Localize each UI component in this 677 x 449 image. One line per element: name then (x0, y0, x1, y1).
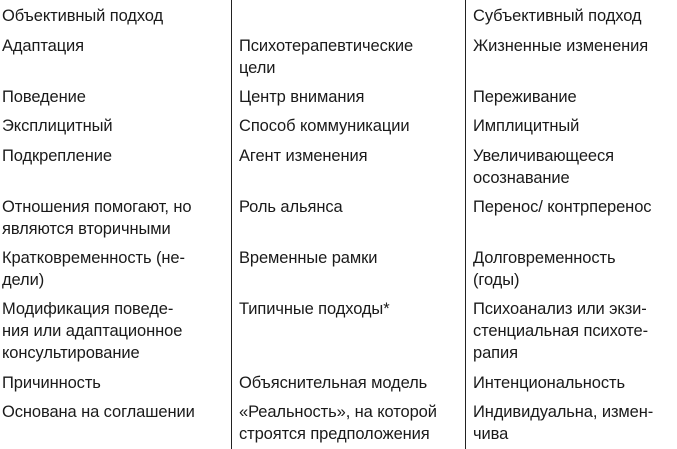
header-subjective-approach: Субъективный подход (473, 7, 642, 25)
subjective-cell: Индивидуальна, измен- чива (473, 403, 654, 443)
dimension-cell: Агент изменения (239, 147, 368, 165)
subjective-cell: Перенос/ контрперенос (473, 198, 652, 216)
subjective-cell: Долговременность (годы) (473, 249, 616, 289)
header-objective-approach: Объективный подход (2, 7, 164, 25)
objective-cell: Подкрепление (2, 147, 112, 165)
objective-cell: Причинность (2, 374, 101, 392)
subjective-cell: Психоанализ или экзи- стенциальная психоте- рапия (473, 300, 649, 362)
dimension-cell: Психотерапевтические цели (239, 37, 414, 77)
dimension-cell: «Реальность», на которой строятся предположения (239, 403, 437, 443)
subjective-cell: Переживание (473, 88, 577, 106)
objective-cell: Эксплицитный (2, 117, 113, 135)
dimension-cell: Временные рамки (239, 249, 378, 267)
dimension-cell: Объяснительная модель (239, 374, 428, 392)
objective-cell: Кратковременность (не- дели) (2, 249, 185, 289)
dimension-cell: Роль альянса (239, 198, 343, 216)
objective-cell: Основана на соглашении (2, 403, 195, 421)
objective-cell: Поведение (2, 88, 86, 106)
subjective-cell: Имплицитный (473, 117, 580, 135)
column-divider-left (231, 0, 232, 449)
subjective-cell: Интенциональность (473, 374, 625, 392)
objective-cell: Отношения помогают, но являются вторичными (2, 198, 192, 238)
dimension-cell: Типичные подходы* (239, 300, 390, 318)
subjective-cell: Увеличивающееся осознавание (473, 147, 614, 187)
dimension-cell: Центр внимания (239, 88, 365, 106)
subjective-cell: Жизненные изменения (473, 37, 649, 55)
column-divider-right (465, 0, 466, 449)
objective-cell: Модификация поведе- ния или адаптационное консультирование (2, 300, 183, 362)
objective-cell: Адаптация (2, 37, 84, 55)
dimension-cell: Способ коммуникации (239, 117, 410, 135)
